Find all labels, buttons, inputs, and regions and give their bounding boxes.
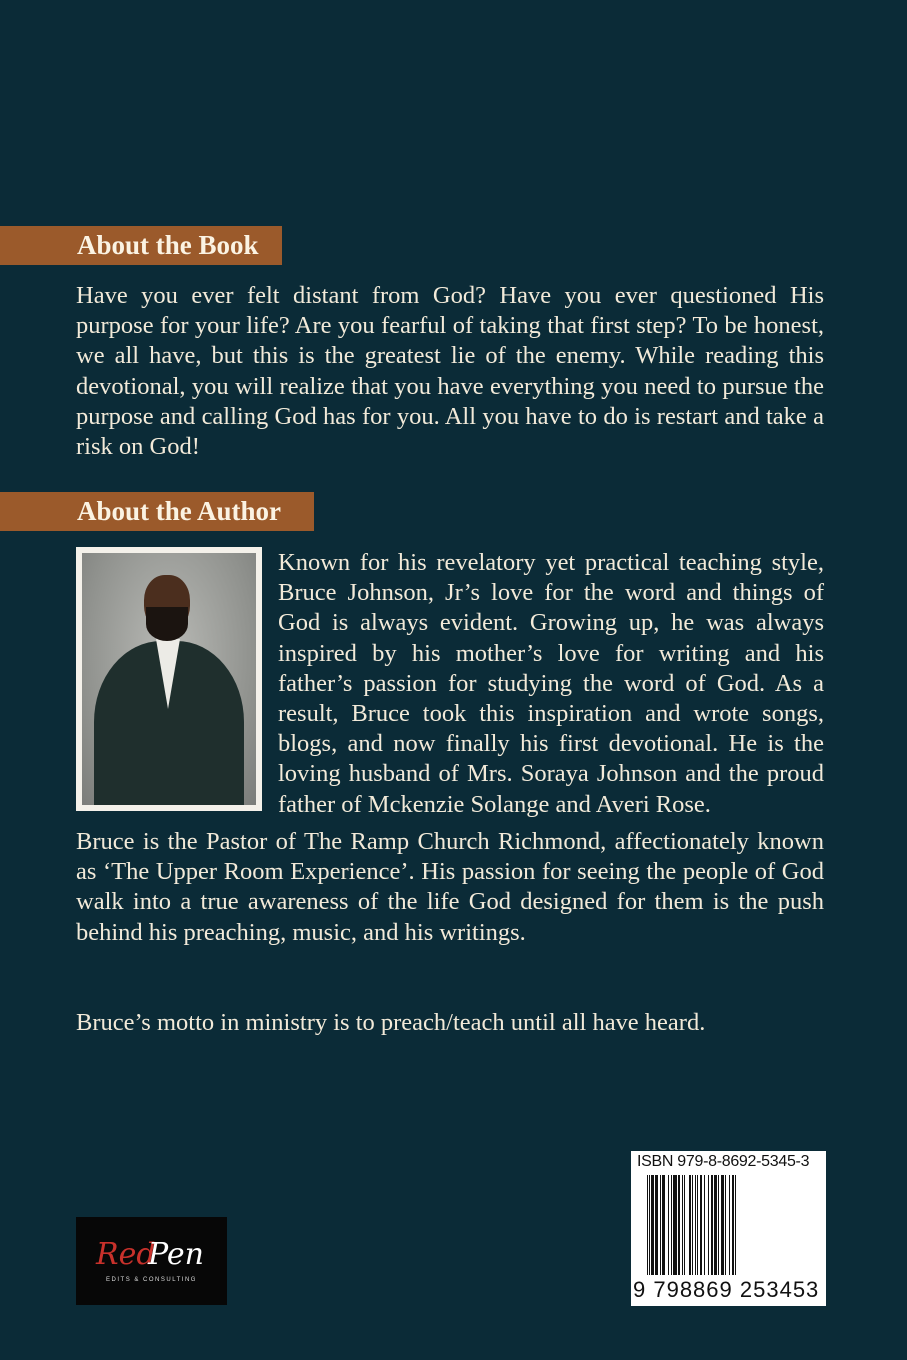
author-photo xyxy=(76,547,262,811)
author-pastor-text: Bruce is the Pastor of The Ramp Church Richmond, affectionately known as ‘The Upper Room Experience’. His passion for seeing the people of God walk into a true awareness of the life God designed for them is the push behind his preaching, music, and his writings. xyxy=(76,828,824,946)
about-author-heading: About the Author xyxy=(0,492,314,531)
logo-word-red: Red xyxy=(96,1237,156,1272)
isbn-barcode xyxy=(631,1151,826,1306)
isbn-text: ISBN 979-8-8692-5345-3 xyxy=(637,1153,810,1170)
about-book-text: Have you ever felt distant from God? Have you ever questioned His purpose for your life? Are you fearful of taking that first step? To be honest, we all have, but this is the greatest lie of the enemy. While reading this devotional, you will realize that you have everything you need to pursue the purpose and calling God has for you. All you have to do is restart and take a risk on God! xyxy=(76,282,824,461)
barcode-bar xyxy=(736,1175,737,1275)
barcode-bars xyxy=(647,1175,819,1275)
author-bio-text: Known for his revelatory yet practical teaching style, Bruce Johnson, Jr’s love for the word and things of God is always evident. Growing up, he was always inspired by his mother’s love for writing and his father’s passion for studying the word of God. As a result, Bruce took this inspiration and wrote songs, blogs, and now finally his first devotional. He is the loving husband of Mrs. Soraya Johnson and the proud father of Mckenzie Solange and Averi Rose. xyxy=(278,549,824,818)
publisher-logo xyxy=(76,1217,227,1305)
author-motto-text: Bruce’s motto in ministry is to preach/teach until all have heard. xyxy=(76,1009,706,1036)
logo-word-pen: Pen xyxy=(148,1237,204,1272)
logo-tagline: EDITS & CONSULTING xyxy=(106,1277,197,1283)
barcode-digits: 9 798869 253453 xyxy=(633,1277,820,1302)
about-book-heading: About the Book xyxy=(0,226,282,265)
